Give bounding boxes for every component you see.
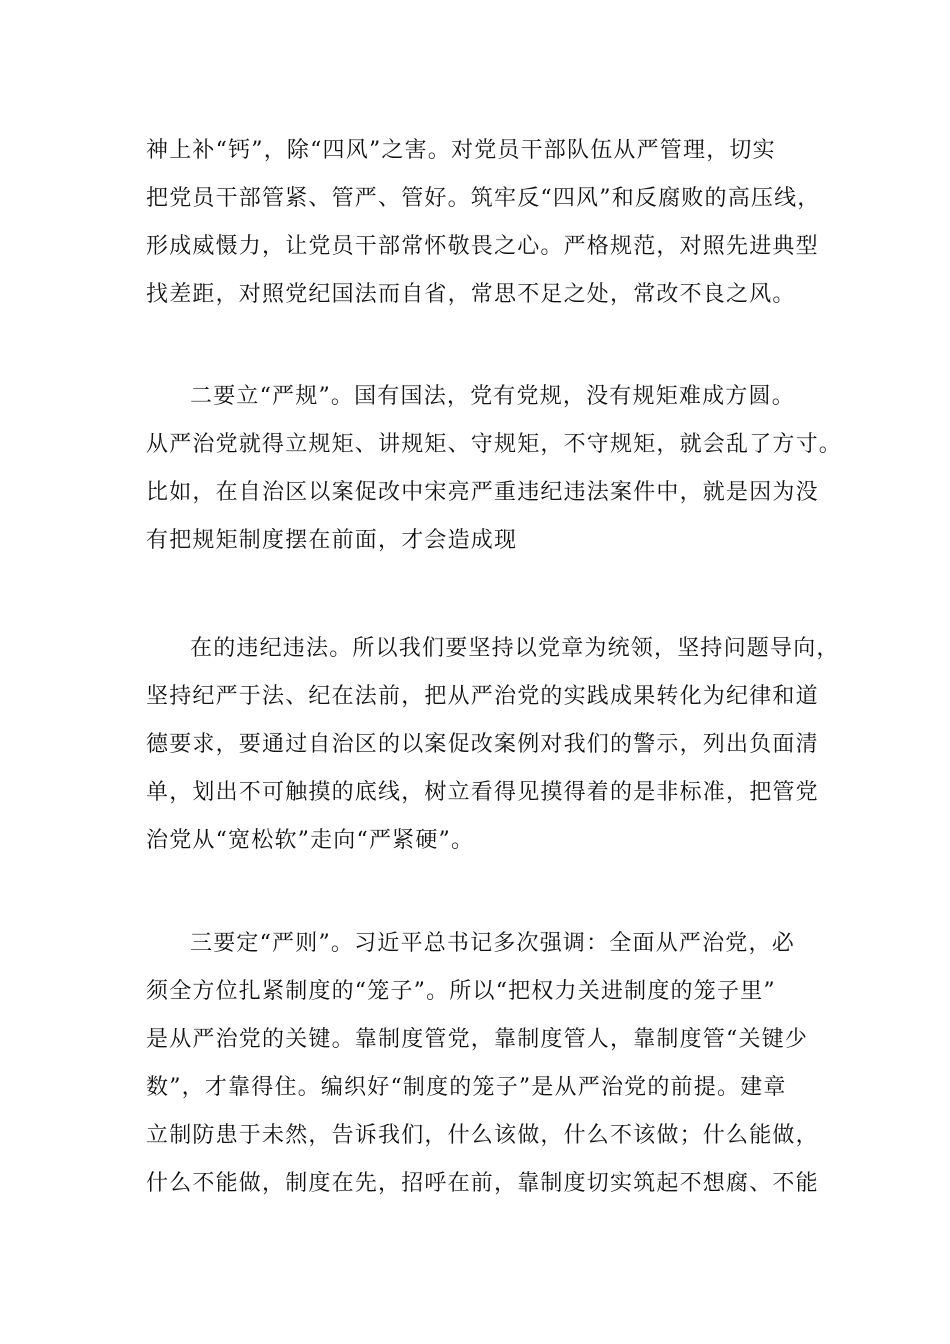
paragraph-strict-principles [146,920,826,1208]
text-line: 须全方位扎紧制度的“笼子”。所以“把权力关进制度的笼子里” [146,979,776,1004]
text-line: 形成威慑力，让党员干部常怀敬畏之心。严格规范，对照先进典型 [146,234,819,259]
text-line: 有把规矩制度摆在前面，才会造成现 [146,528,518,553]
text-line: 是从严治党的关键。靠制度管党，靠制度管人，靠制度管“关键少 [146,1027,809,1052]
text-line: 德要求，要通过自治区的以案促改案例对我们的警示，列出负面清 [146,732,819,757]
text-line: 找差距，对照党纪国法而自省，常思不足之处，常改不良之风。 [146,282,796,307]
text-line: 比如，在自治区以案促改中宋亮严重违纪违法案件中，就是因为没 [146,480,819,505]
text-line: 坚持纪严于法、纪在法前，把从严治党的实践成果转化为纪律和道 [146,684,819,709]
text-line: 从严治党就得立规矩、讲规矩、守规矩，不守规矩，就会乱了方寸。 [146,432,843,457]
text-line: 数”，才靠得住。编织好“制度的笼子”是从严治党的前提。建章 [146,1075,787,1100]
text-line: 什么不能做，制度在先，招呼在前，靠制度切实筑起不想腐、不能 [146,1171,819,1196]
text-line: 二要立“严规”。国有国法，党有党规，没有规矩难成方圆。 [190,384,795,409]
text-line: 立制防患于未然，告诉我们，什么该做，什么不该做；什么能做， [146,1123,819,1148]
text-line: 在的违纪违法。所以我们要坚持以党章为统领，坚持问题导向， [190,636,840,661]
text-line: 治党从“宽松软”走向“严紧硬”。 [146,828,475,853]
paragraph-discipline [146,625,840,865]
paragraph-continuation [146,127,826,319]
text-line: 单，划出不可触摸的底线，树立看得见摸得着的是非标准，把管党 [146,780,819,805]
paragraph-strict-rules [146,373,843,565]
text-line: 把党员干部管紧、管严、管好。筑牢反“四风”和反腐败的高压线， [146,186,821,211]
text-line: 三要定“严则”。习近平总书记多次强调：全面从严治党，必 [190,931,795,956]
text-line: 神上补“钙”，除“四风”之害。对党员干部队伍从严管理，切实 [146,138,776,163]
